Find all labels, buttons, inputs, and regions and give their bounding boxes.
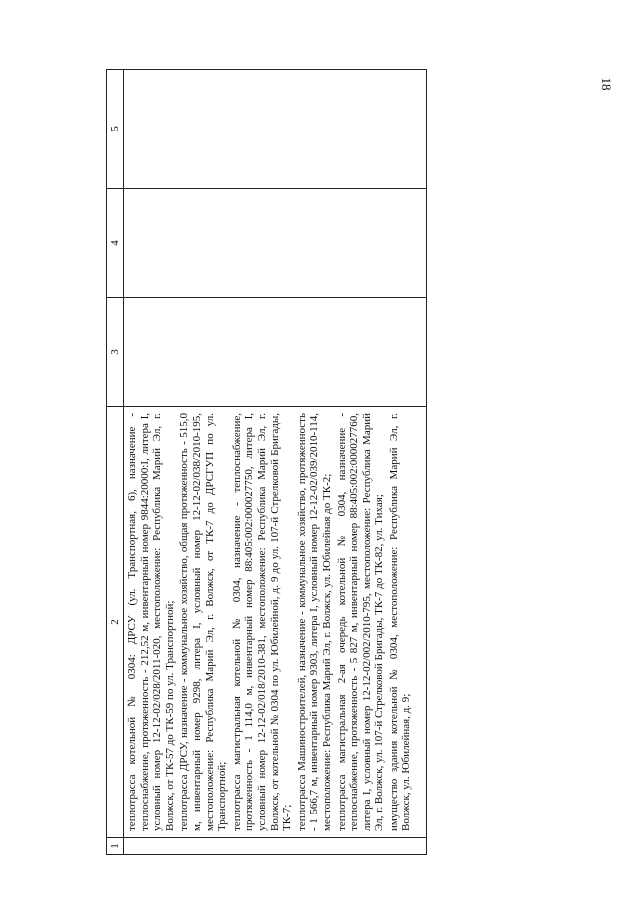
entry-heat-main-magistral-0304: теплотрасса магистральная котельной № 0304, назначение - теплоснабжение, протяженность - 1 114,0 м, инвентарный номер 88:405:002:000027750, литера I, условный номер 12-12-02/018/2010-381, местоположение: Республика Марий Эл, г. Волжск, от котельной № 0304 по ул. Юбилейной, д. 9 до ул. 107-й Стрелковой Бригады, ТК-7; bbox=[230, 413, 294, 831]
header-col-3: 3 bbox=[107, 298, 124, 407]
header-col-4: 4 bbox=[107, 189, 124, 298]
entry-heat-main-second-stage: теплотрасса магистральная 2-ая очередь котельной № 0304, назначение - теплоснабжение, протяженность - 5 827 м, инвентарный номер 88:405:002:000027760, литера I, условный номер 12-12-02/002/2010-795, местоположение: Республика Марий Эл, г. Волжск, ул. 107-й Стрелковой Бригады, ТК-7 до ТК-82, ул. Тихая; bbox=[335, 413, 386, 831]
page-number: 18 bbox=[599, 77, 614, 91]
cell-col-4 bbox=[124, 189, 427, 298]
header-col-5: 5 bbox=[107, 70, 124, 189]
table-row bbox=[124, 70, 427, 855]
cell-col-5 bbox=[124, 70, 427, 189]
entry-boiler-house-property: имущество здания котельной № 0304, местоположение: Республика Марий Эл, г. Волжск, ул. Юбилейная, д. 9; bbox=[387, 413, 413, 831]
cell-col-3 bbox=[124, 298, 427, 407]
cell-col-1 bbox=[124, 838, 427, 855]
entry-heat-main-mashinostroiteley: теплотрасса Машиностроителей, назначение - коммунальное хозяйство, протяженность - 1 566,7 м, инвентарный номер 9303, литера I, условный номер 12-12-02/039/2010-114, местоположение: Республика Марий Эл, г. Волжск, ул. Юбилейная до ТК-2; bbox=[295, 413, 333, 831]
entry-heat-main-drsu: теплотрасса ДРСУ, назначение - коммунальное хозяйство, общая протяженность - 515,0 м, инвентарный номер 9298, литера I, условный номер 12-12-02/038/2010-195, местоположение: Республика Марий Эл, г. Волжск, от ТК-7 до ДРСГУП по ул. Транспортной; bbox=[178, 413, 229, 831]
property-table bbox=[106, 69, 427, 855]
rotated-page-content bbox=[106, 75, 426, 855]
entry-heat-main-drsu-0304: теплотрасса котельной № 0304: ДРСУ (ул. Транспортная, 6), назначение - теплоснабжение, протяженность - 212,52 м, инвентарный номер 9844:20000:I, литера I, условный номер 12-12-02/028/2011-020, местоположение: Республика Марий Эл, г. Волжск, от ТК-57 до ТК-59 по ул. Транспортной; bbox=[126, 413, 176, 831]
cell-col-2-descriptions bbox=[124, 407, 427, 838]
header-col-2: 2 bbox=[107, 407, 124, 838]
header-col-1: 1 bbox=[107, 838, 124, 855]
table-header-row bbox=[107, 70, 124, 855]
